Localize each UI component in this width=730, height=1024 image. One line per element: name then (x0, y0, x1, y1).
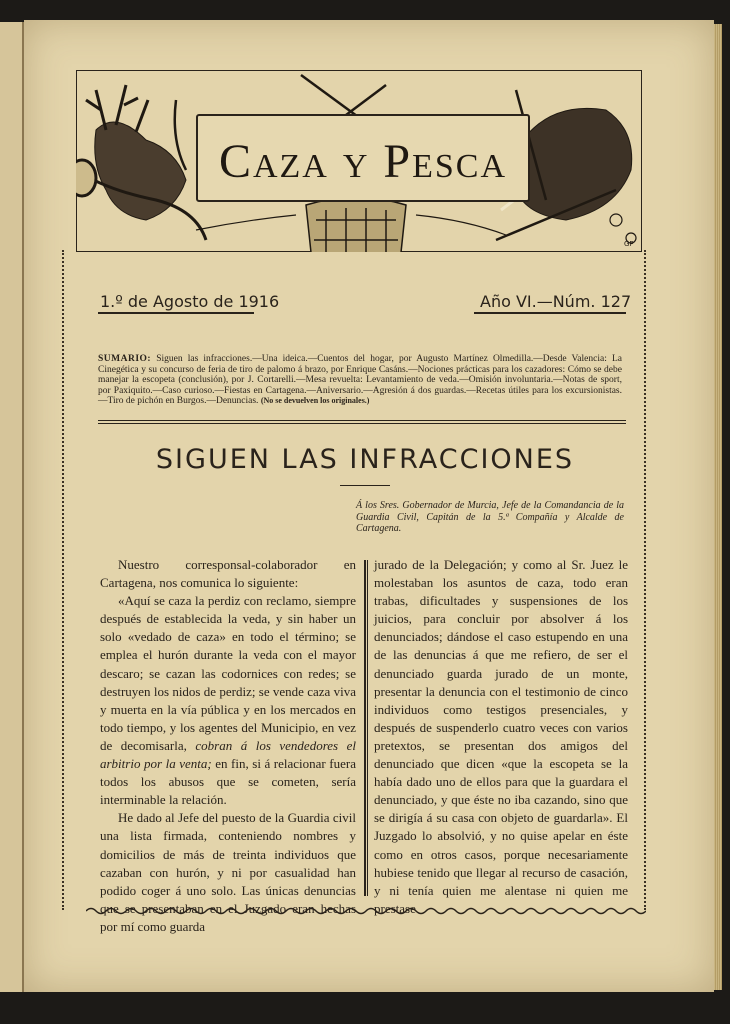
paragraph: jurado de la Delegación; y como al Sr. Juez le molestaban los asuntos de caza, todo eran trabas, dificultades y suspensiones de los juicios, para concluir por absolver á los denunciados; dándose el caso estupendo en una de las denuncias á que me refiero, de ser el denunciado guarda jurado de un monte, presentar la denuncia con el testimonio de cinco individuos como testigos presenciales, y después de suspenderlo cuatro veces con varios pretextos, se presentan dos amigos del denunciado que dicen «que la escopeta se la había dado uno de ellos para que la guardara el denunciado, y que éste no iba cazando, sino que se dirigía á su casa con objeto de guardarla». El Juzgado lo absolvió, y no quise apelar en éste como en otros casos, porque necesariamente hubiese tenido que llegar al recurso de casación, y ni tenía quien me alentase ni quien me prestase (374, 557, 628, 916)
paragraph-text: en fin, si á relacionar fuera todos los abusos que se cometen, sería interminable la relación. (100, 756, 356, 808)
issue-number: Año VI.—Núm. 127 (480, 292, 632, 311)
summary-label: SUMARIO: (98, 354, 152, 364)
article-column-1 (100, 556, 356, 936)
emphasis-text: cobran á los vendedores el arbitrio por la venta; (100, 737, 356, 772)
article-column-2 (374, 556, 628, 918)
column-divider-inner (367, 560, 368, 896)
page-stack-edge (714, 24, 722, 990)
headline-rule (340, 485, 390, 486)
article-headline: SIGUEN LAS INFRACCIONES (155, 444, 575, 475)
summary-note: (No se devuelven los originales.) (260, 396, 370, 405)
game-bag-icon (306, 198, 406, 253)
table-of-contents (98, 354, 622, 407)
masthead (76, 70, 642, 252)
summary-text: Siguen las infracciones.—Una ideica.—Cuentos del hogar, por Augusto Martínez Olmedilla.—Desde Valencia: La Cinegética y su concurso de feria de tiro de palomo á brazo, por Enrique Casáns.—Nociones prácticas para los cazadores: Cómo se debe manejar la escopeta (conclusión), por J. Cortarelli.—Mesa revuelta: Levantamiento de veda.—Omisión involuntaria.—Notas de sport, por Paxiquito.—Caso curioso.—Fiestas en Cartagena.—Aniversario.—Agresión á dos guardas.—Recetas útiles para los excursionistas.—Tiro de pichón en Burgos.—Denuncias. (98, 354, 622, 406)
paragraph: Nuestro corresponsal-colaborador en Cartagena, nos comunica lo siguiente: (100, 557, 356, 591)
publication-title: Caza y Pesca (218, 135, 508, 188)
facing-page-edge (0, 22, 24, 992)
paragraph (100, 592, 356, 809)
section-divider (98, 420, 626, 424)
date-underline (98, 312, 254, 314)
paragraph-text: «Aquí se caza la perdiz con reclamo, siempre después de establecida la veda, y sin haber un solo «vedado de caza» en todo el término; se emplea el hurón durante la veda con el mayor descaro; se cazan las codornices con redes; se destruyen los nidos de perdiz; se vende caza viva y muerta en la vía pública y en los mercados en todo tiempo, y los agentes del Municipio, en vez de decomisarla, (100, 593, 356, 753)
issue-date: 1.º de Agosto de 1916 (100, 292, 280, 311)
illustrator-signature: GP (624, 240, 634, 248)
deer-head-icon (86, 85, 186, 220)
title-banner (196, 114, 530, 202)
column-divider (364, 560, 366, 896)
issue-underline (474, 312, 626, 314)
article-dedication: Á los Sres. Gobernador de Murcia, Jefe de la Comandancia de la Guardia Civil, Capitán de la 5.ª Compañía y Alcalde de Cartagena. (356, 500, 624, 534)
paragraph: He dado al Jefe del puesto de la Guardia civil una lista firmada, conteniendo nombres y domicilios de más de treinta individuos que cazaban con hurón, y ni por casualidad han podido coger á uno solo. Las únicas denuncias que se presentaban en el Juzgado eran hechas por mí como guarda (100, 810, 356, 934)
